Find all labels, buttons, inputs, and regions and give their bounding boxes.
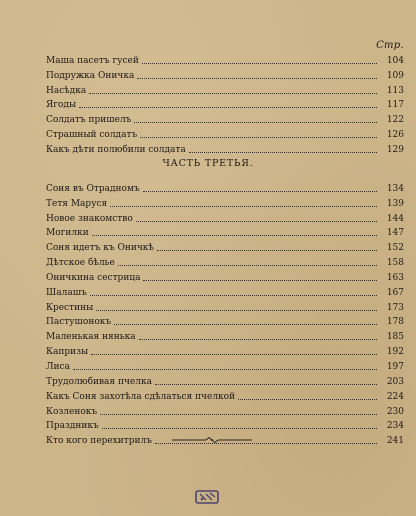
- toc-entry-title: Какъ дѣти полюбили солдата: [46, 144, 186, 155]
- toc-entry: [46, 358, 404, 373]
- toc-entry: [46, 141, 404, 156]
- toc-entry-page: 152: [386, 243, 404, 254]
- toc-entry-title: Соня въ Отрадномъ: [46, 183, 140, 194]
- toc-entry-page: 197: [386, 361, 404, 372]
- toc-entry-title: Лиса: [46, 361, 70, 372]
- toc-entry-page: 203: [386, 376, 404, 387]
- toc-entry-title: Трудолюбивая пчелка: [46, 376, 152, 387]
- dot-leader: [134, 122, 377, 123]
- dot-leader: [92, 235, 377, 236]
- toc-entry: [46, 343, 404, 358]
- dot-leader: [114, 324, 377, 325]
- toc-entry-page: 234: [386, 421, 404, 432]
- toc-entry-page: 117: [386, 100, 404, 111]
- toc-entry: [46, 328, 404, 343]
- dot-leader: [118, 265, 377, 266]
- toc-entry-title: Дѣтское бѣлье: [46, 258, 115, 269]
- page-column-label: Стр.: [376, 40, 404, 51]
- toc-entry-page: 241: [386, 436, 404, 447]
- dot-leader: [90, 295, 377, 296]
- dot-leader: [136, 221, 377, 222]
- toc-entry-title: Солдатъ пришелъ: [46, 115, 132, 126]
- toc-entry: [46, 195, 404, 210]
- toc-entry: [46, 82, 404, 97]
- dot-leader: [96, 310, 377, 311]
- library-stamp-icon: [194, 488, 220, 506]
- toc-entry-page: 167: [386, 287, 404, 298]
- toc-entry-title: Тетя Маруся: [46, 198, 108, 209]
- toc-entry: [46, 388, 404, 403]
- dot-leader: [100, 414, 377, 415]
- toc-entry-page: 129: [386, 144, 404, 155]
- toc-entry-title: Новое знакомство: [46, 213, 133, 224]
- toc-entry-page: 185: [386, 332, 404, 343]
- dot-leader: [73, 369, 377, 370]
- part-three-heading: ЧАСТЬ ТРЕТЬЯ.: [162, 158, 254, 169]
- toc-entry-title: Подружка Оничка: [46, 70, 135, 81]
- toc-entry: [46, 111, 404, 126]
- toc-entry: [46, 97, 404, 112]
- toc-entry-title: Могилки: [46, 228, 89, 239]
- toc-entry-title: Соня идетъ къ Оничкѣ: [46, 243, 154, 254]
- toc-entry-title: Козленокъ: [46, 406, 98, 417]
- toc-entry: [46, 239, 404, 254]
- ornamental-rule-icon: [172, 436, 252, 444]
- toc-entry-page: 158: [386, 258, 404, 269]
- toc-entry-title: Ягоды: [46, 100, 77, 111]
- toc-entry-title: Крестины: [46, 302, 94, 313]
- toc-entry-title: Кто кого перехитрилъ: [46, 436, 152, 447]
- dot-leader: [91, 354, 377, 355]
- toc-entry: [46, 403, 404, 418]
- toc-entry-page: 144: [386, 213, 404, 224]
- toc-entry-page: 230: [386, 406, 404, 417]
- toc-entry-page: 178: [386, 317, 404, 328]
- dot-leader: [143, 191, 377, 192]
- toc-entry: [46, 67, 404, 82]
- toc-entry-page: 139: [386, 198, 404, 209]
- dot-leader: [157, 250, 377, 251]
- toc-entry-page: 126: [386, 130, 404, 141]
- dot-leader: [139, 339, 377, 340]
- toc-entry-page: 224: [386, 391, 404, 402]
- toc-entry-title: Оничкина сестрица: [46, 272, 141, 283]
- toc-entry: [46, 373, 404, 388]
- toc-entry-title: Какъ Соня захотѣла сдѣлаться пчелкой: [46, 391, 236, 402]
- toc-entry-page: 113: [386, 85, 404, 96]
- dot-leader: [102, 428, 377, 429]
- toc-entry-title: Страшный солдатъ: [46, 130, 138, 141]
- dot-leader: [143, 280, 377, 281]
- dot-leader: [110, 206, 377, 207]
- toc-entry-page: 122: [386, 115, 404, 126]
- dot-leader: [155, 384, 377, 385]
- toc-entry-title: Капризы: [46, 347, 89, 358]
- toc-entry-page: 173: [386, 302, 404, 313]
- toc-entry-title: Шалашъ: [46, 287, 87, 298]
- toc-entry-title: Маленькая нянька: [46, 332, 136, 343]
- toc-entry: [46, 269, 404, 284]
- toc-entry-page: 109: [386, 70, 404, 81]
- part-two-toc-list: [46, 52, 404, 156]
- toc-entry: [46, 126, 404, 141]
- part-three-toc-list: [46, 180, 404, 447]
- toc-entry: [46, 254, 404, 269]
- toc-entry: [46, 52, 404, 67]
- toc-entry: [46, 180, 404, 195]
- toc-entry: [46, 418, 404, 433]
- toc-entry-page: 134: [386, 183, 404, 194]
- dot-leader: [89, 93, 377, 94]
- toc-entry-title: Маша пасетъ гусей: [46, 55, 139, 66]
- toc-entry-title: Праздникъ: [46, 421, 99, 432]
- dot-leader: [140, 137, 377, 138]
- toc-entry: [46, 314, 404, 329]
- toc-entry-title: Насѣдка: [46, 85, 87, 96]
- toc-entry-page: 163: [386, 272, 404, 283]
- toc-entry: [46, 284, 404, 299]
- dot-leader: [189, 152, 377, 153]
- toc-entry-page: 104: [386, 55, 404, 66]
- toc-entry-page: 192: [386, 347, 404, 358]
- toc-entry: [46, 210, 404, 225]
- toc-entry: [46, 225, 404, 240]
- dot-leader: [238, 399, 377, 400]
- toc-entry-page: 147: [386, 228, 404, 239]
- dot-leader: [79, 107, 377, 108]
- dot-leader: [137, 78, 377, 79]
- toc-entry: [46, 299, 404, 314]
- dot-leader: [142, 63, 377, 64]
- toc-entry-title: Пастушонокъ: [46, 317, 112, 328]
